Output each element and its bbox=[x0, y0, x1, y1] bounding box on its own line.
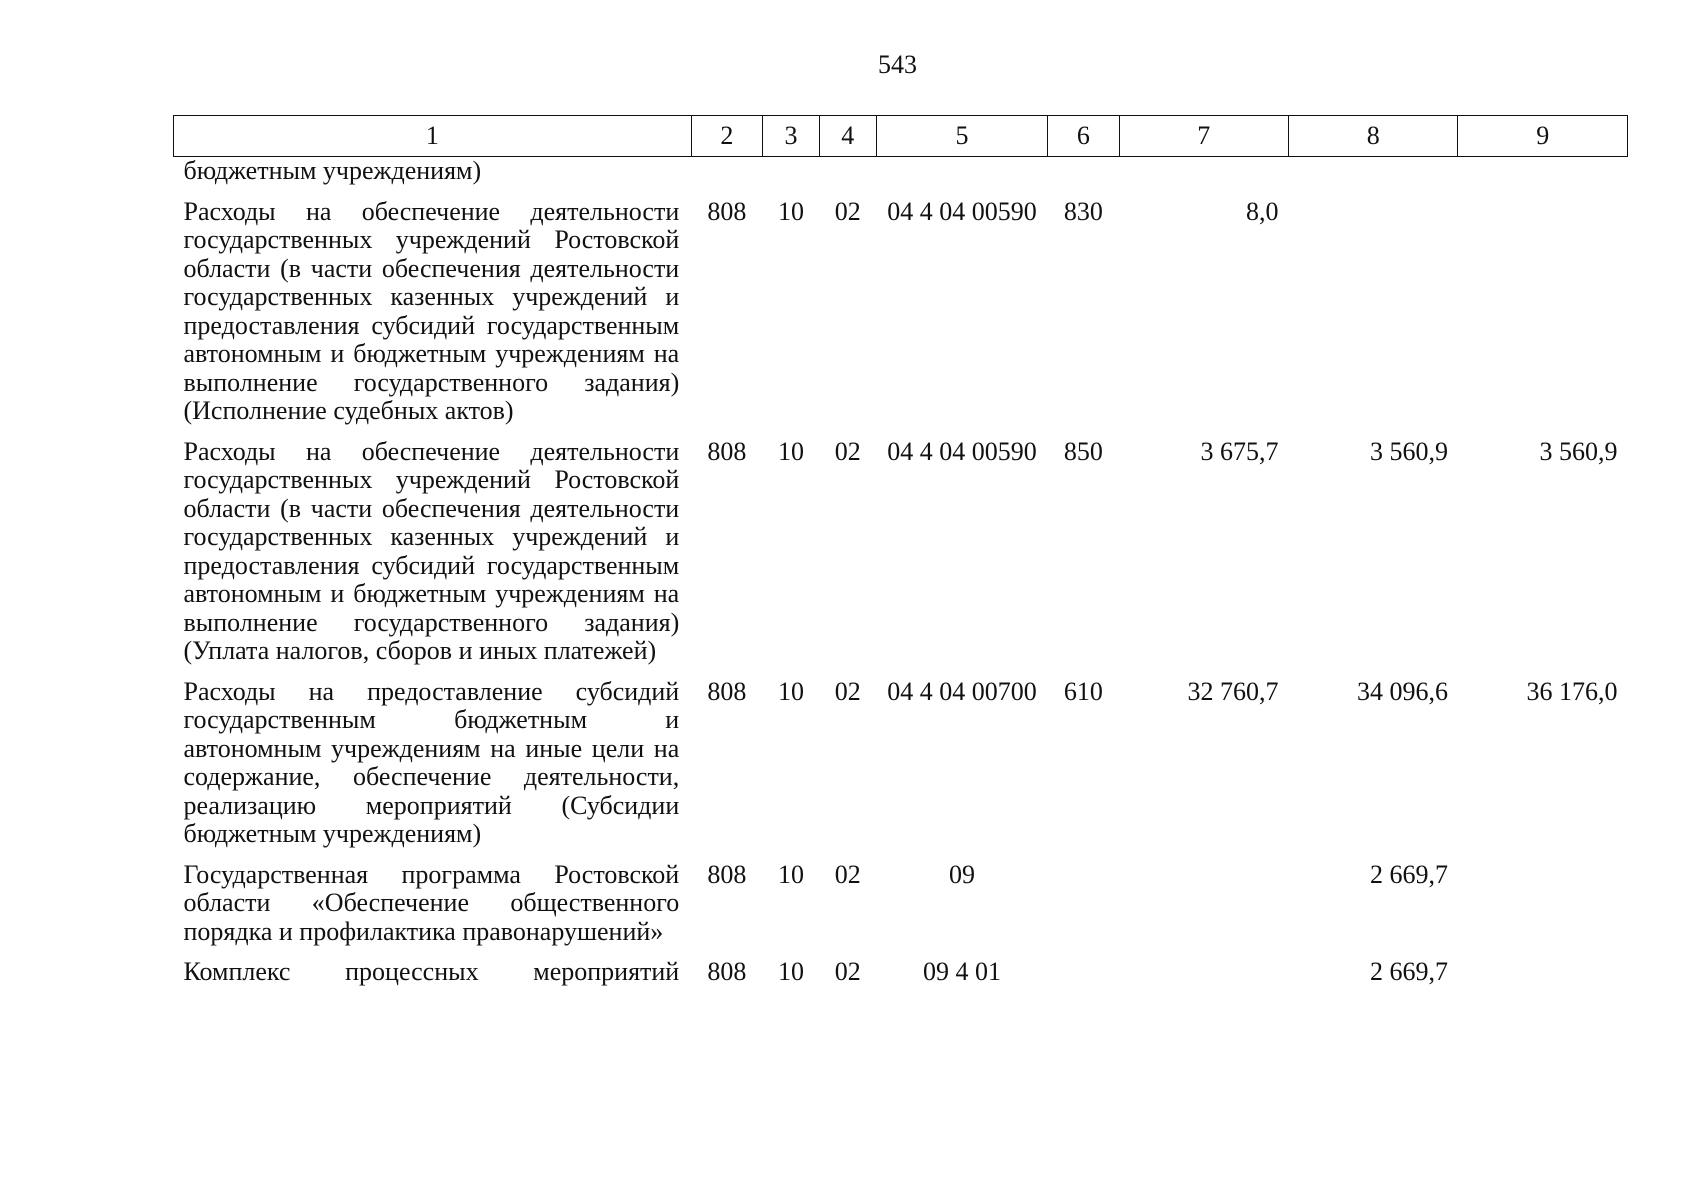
row-amount bbox=[1288, 157, 1457, 186]
row-description: Комплекс процессных мероприятий bbox=[183, 957, 680, 986]
column-header: 3 bbox=[763, 116, 820, 157]
row-code: 04 4 04 00700 bbox=[887, 676, 1037, 706]
row-code: 10 bbox=[777, 957, 804, 986]
row-description: Государственная программа Ростовской области «Обеспечение общественного порядка и профилактика правонарушений» bbox=[183, 859, 680, 946]
column-header: 4 bbox=[819, 116, 876, 157]
row-description: бюджетным учреждениям) bbox=[183, 156, 482, 185]
row-code: 02 bbox=[834, 957, 861, 986]
table-row bbox=[174, 157, 1628, 186]
row-amount: 2 669,7 bbox=[1369, 859, 1448, 889]
row-amount bbox=[1458, 198, 1628, 426]
row-code bbox=[876, 157, 1048, 186]
row-amount: 8,0 bbox=[1245, 196, 1279, 226]
row-code: 02 bbox=[834, 676, 861, 706]
row-code: 10 bbox=[777, 676, 804, 706]
row-code: 808 bbox=[707, 436, 747, 466]
row-code bbox=[819, 157, 876, 186]
row-code: 02 bbox=[834, 436, 861, 466]
row-amount: 3 560,9 bbox=[1369, 436, 1448, 466]
row-code: 09 4 01 bbox=[922, 957, 1001, 986]
row-amount: 34 096,6 bbox=[1356, 676, 1448, 706]
row-code: 02 bbox=[834, 859, 861, 889]
row-code: 04 4 04 00590 bbox=[887, 196, 1037, 226]
row-gap bbox=[174, 666, 1628, 678]
row-code: 10 bbox=[777, 436, 804, 466]
column-header: 7 bbox=[1119, 116, 1288, 157]
row-description: Расходы на предоставление субсидий государственным бюджетным и автономным учреждениям на иные цели на содержание, обеспечение деятельности, реализацию мероприятий (Субсидии бюджетным учреждениям) bbox=[183, 676, 680, 848]
row-description: Расходы на обеспечение деятельности государственных учреждений Ростовской области (в части обеспечения деятельности государственных казенных учреждений и предоставления субсидий государственным автономным и бюджетным учреждениям на выполнение государственного задания) (Уплата налогов, сборов и иных платежей) bbox=[183, 436, 680, 665]
row-code: 808 bbox=[707, 196, 747, 226]
row-amount bbox=[1458, 861, 1628, 947]
table-row bbox=[174, 958, 1628, 987]
row-code bbox=[1048, 157, 1119, 186]
row-code bbox=[763, 157, 820, 186]
row-code: 808 bbox=[707, 676, 747, 706]
column-header: 1 bbox=[174, 116, 692, 157]
table-row bbox=[174, 438, 1628, 666]
row-amount: 3 675,7 bbox=[1200, 436, 1279, 466]
row-code: 02 bbox=[834, 196, 861, 226]
row-description: Расходы на обеспечение деятельности государственных учреждений Ростовской области (в части обеспечения деятельности государственных казенных учреждений и предоставления субсидий государственным автономным и бюджетным учреждениям на выполнение государственного задания) (Исполнение судебных актов) bbox=[183, 196, 680, 425]
row-amount bbox=[1119, 958, 1288, 987]
row-amount bbox=[1288, 198, 1457, 426]
row-gap bbox=[174, 849, 1628, 861]
row-gap bbox=[174, 426, 1628, 438]
row-code: 830 bbox=[1063, 196, 1103, 226]
budget-table bbox=[173, 115, 1628, 987]
table-header-row bbox=[174, 116, 1628, 157]
column-header: 5 bbox=[876, 116, 1048, 157]
page-number: 543 bbox=[878, 50, 917, 79]
row-amount bbox=[1119, 861, 1288, 947]
row-amount: 36 176,0 bbox=[1526, 676, 1618, 706]
table-row bbox=[174, 861, 1628, 947]
row-amount bbox=[1119, 157, 1288, 186]
row-code: 808 bbox=[707, 957, 747, 986]
row-amount bbox=[1458, 157, 1628, 186]
column-header: 8 bbox=[1288, 116, 1457, 157]
row-amount bbox=[1458, 958, 1628, 987]
row-amount: 3 560,9 bbox=[1539, 436, 1618, 466]
table-row bbox=[174, 198, 1628, 426]
row-code: 610 bbox=[1063, 676, 1103, 706]
table-row bbox=[174, 678, 1628, 849]
row-code bbox=[1048, 958, 1119, 987]
row-code: 09 bbox=[948, 859, 975, 889]
row-code: 04 4 04 00590 bbox=[887, 436, 1037, 466]
row-code bbox=[691, 157, 762, 186]
row-code bbox=[1048, 861, 1119, 947]
row-code: 10 bbox=[777, 859, 804, 889]
row-code: 850 bbox=[1063, 436, 1103, 466]
column-header: 9 bbox=[1458, 116, 1628, 157]
column-header: 2 bbox=[691, 116, 762, 157]
row-code: 808 bbox=[707, 859, 747, 889]
row-code: 10 bbox=[777, 196, 804, 226]
row-amount: 2 669,7 bbox=[1369, 957, 1448, 986]
column-header: 6 bbox=[1048, 116, 1119, 157]
row-amount: 32 760,7 bbox=[1187, 676, 1279, 706]
row-gap bbox=[174, 186, 1628, 198]
